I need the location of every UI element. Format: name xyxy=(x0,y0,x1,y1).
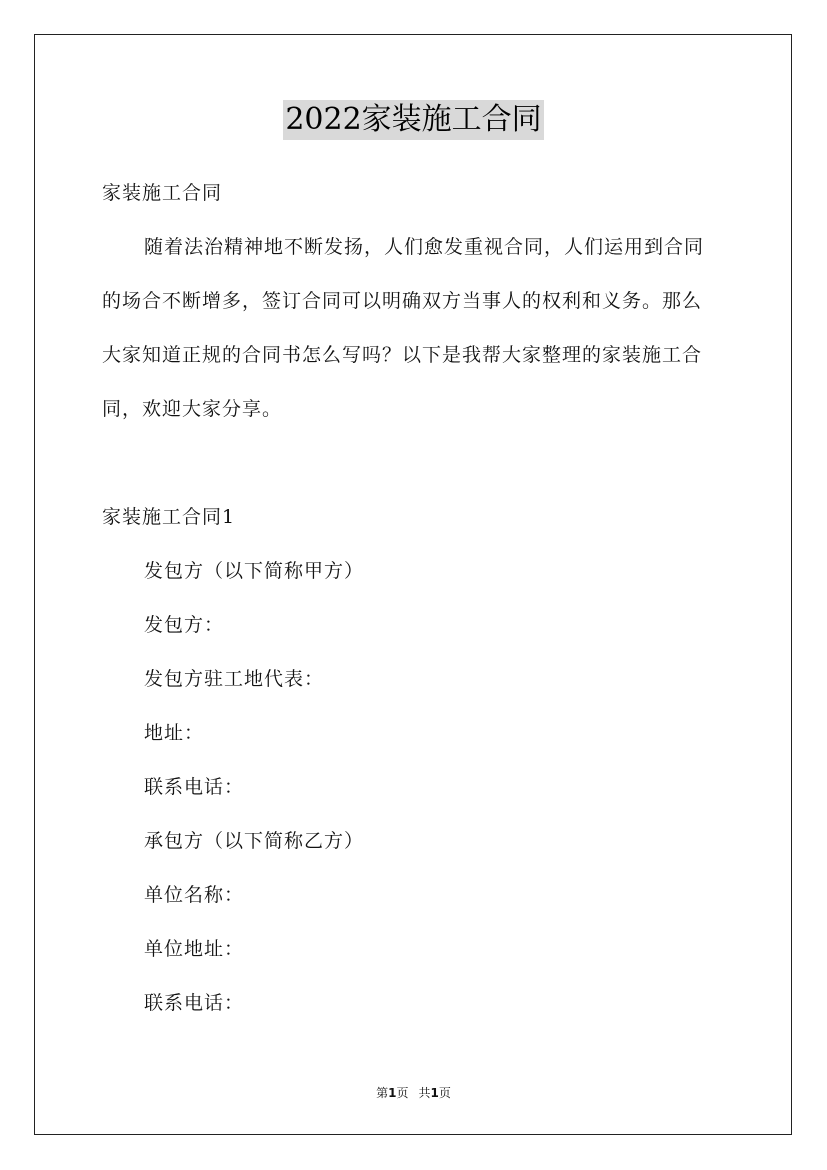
field-line: 发包方驻工地代表： xyxy=(144,668,325,690)
page-footer xyxy=(0,1085,827,1101)
total-prefix: 共 xyxy=(418,1086,431,1100)
field-line: 发包方： xyxy=(144,614,225,636)
field-line: 单位地址： xyxy=(144,938,245,960)
page-suffix: 页 xyxy=(396,1086,409,1100)
intro-paragraph-line-3: 大家知道正规的合同书怎么写吗？以下是我帮大家整理的家装施工合 xyxy=(102,344,703,366)
section-title: 家装施工合同1 xyxy=(102,506,236,528)
field-line: 承包方（以下简称乙方） xyxy=(144,830,365,852)
intro-paragraph-line-4: 同，欢迎大家分享。 xyxy=(102,398,283,420)
total-suffix: 页 xyxy=(438,1086,451,1100)
intro-paragraph-line-1: 随着法治精神地不断发扬，人们愈发重视合同，人们运用到合同 xyxy=(144,236,705,258)
page-prefix: 第 xyxy=(376,1086,389,1100)
document-heading: 家装施工合同 xyxy=(102,182,223,204)
intro-paragraph-line-2: 的场合不断增多，签订合同可以明确双方当事人的权利和义务。那么 xyxy=(102,290,703,312)
page-total: 1 xyxy=(430,1086,439,1100)
field-line: 联系电话： xyxy=(144,776,245,798)
page-number: 1 xyxy=(388,1086,397,1100)
field-line: 发包方（以下简称甲方） xyxy=(144,560,365,582)
title-container xyxy=(0,100,827,140)
field-line: 单位名称： xyxy=(144,884,245,906)
field-line: 联系电话： xyxy=(144,992,245,1014)
field-line: 地址： xyxy=(144,722,205,744)
document-title: 2022家装施工合同 xyxy=(283,100,543,140)
